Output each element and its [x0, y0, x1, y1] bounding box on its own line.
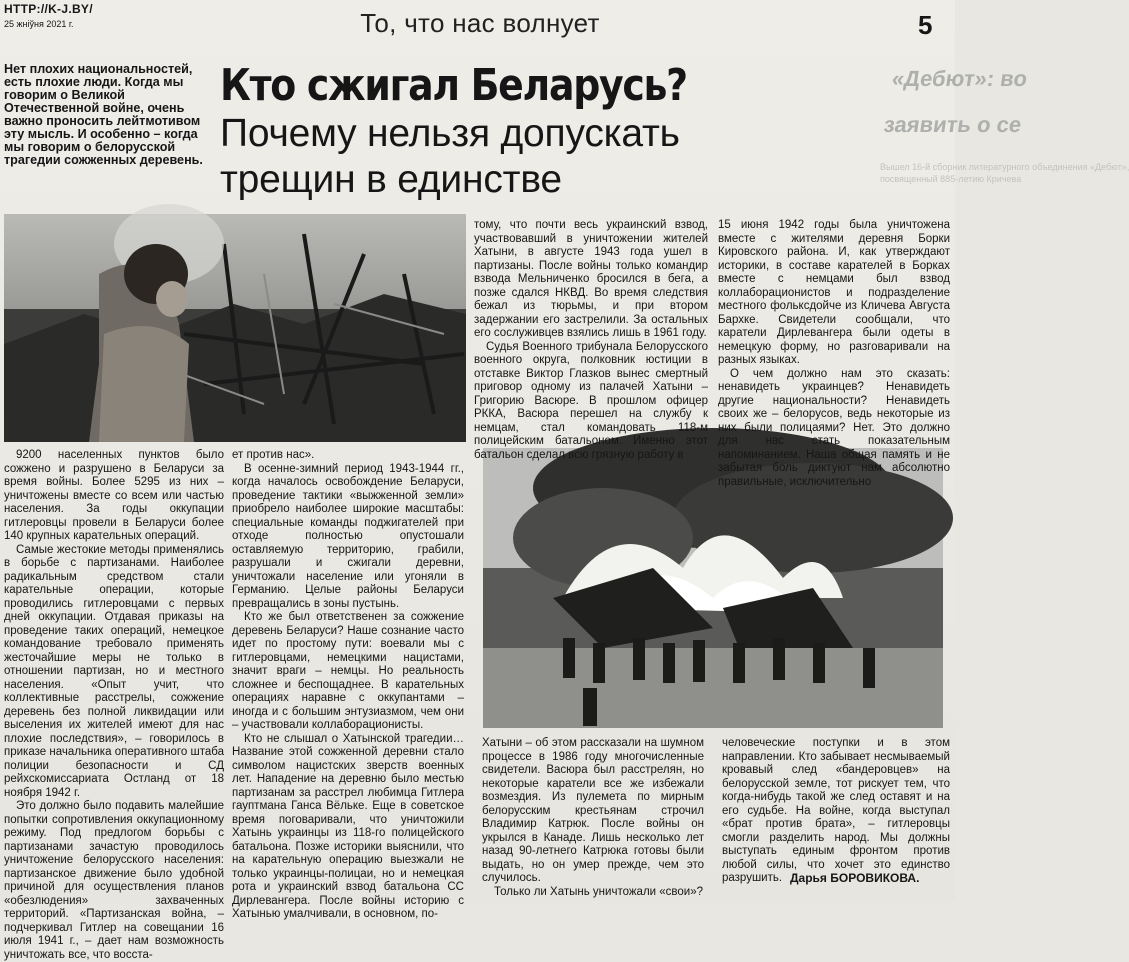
photo-ruins-woman — [4, 214, 466, 442]
paragraph: тому, что почти весь украинский взвод, участвовавший в уничтожении жителей Хатыни, в августе 1943 года ушел в партизаны. После войны только командир взвода Мельниченко бросился в бега, а позже сдался НКВД. Во время следствия бежал из тюрьмы, и при втором задержании его застрелили. За остальных его сослуживцев взялись лишь в 1961 году. — [474, 219, 708, 339]
headline-title: Кто сжигал Беларусь? — [220, 60, 687, 111]
article-column-1 — [4, 449, 224, 962]
author-signature: Дарья БОРОВИКОВА. — [790, 871, 920, 885]
bleed-through-headline-1: «Дебют»: во — [890, 66, 1029, 91]
article-column-4 — [718, 219, 950, 489]
section-rubric: То, что нас волнует — [360, 8, 600, 38]
paragraph: Это должно было подавить малейшие попытки сопротивления оккупационному режиму. Под предлогом борьбы с партизанами зачастую проводилось уничтожение белорусского населения: партизанское движение было удобной причиной для осуществления планов «обезлюдения» захваченных территорий. «Партизанская война, – подчеркивал Гитлер на совещании 16 июля 1941 г., – дает нам возможность уничтожать все, что восста- — [4, 800, 224, 961]
article-column-2 — [232, 449, 464, 922]
paragraph: Судья Военного трибунала Белорусского военного округа, полковник юстиции в отставке Виктор Глазков вынес смертный приговор одному из палачей Хатыни – Григорию Васюре. В прошлом офицер РККА, Васюра перешел на службу к немцам, стал командовать 118-м полицейским батальоном. Именно этот батальон сделал всю грязную работу в — [474, 340, 708, 461]
paragraph: Только ли Хатынь уничтожали «свои»? — [494, 885, 704, 898]
paragraph: Кто же был ответственен за сожжение деревень Беларуси? Наше сознание часто идет по простому пути: воевали мы с гитлеровцами, немецкими нацистами, значит враги – немцы. Но реальность сложнее и беспощаднее. В карательных операциях наравне с оккупантами – иногда и с большим энтузиазмом, чем они – участвовали коллаборационисты. — [232, 611, 464, 731]
bleed-through-text-1: Вышел 16-й сборник литературного объединения «Дебют», — [880, 162, 1129, 172]
paragraph: Самые жестокие методы применялись в борьбе с партизанами. Наиболее радикальным средством стали карательные операции, которые проводились гитлеровцами с первых дней оккупации. Отдавая приказы на проведение таких операций, немецкое командование требовало применять жесточайшие меры не только в отношении партизан, но и местного населения. «Опыт учит, что коллективные расстрелы, сожжение деревень без полной ликвидации или выселения их жителей имеют для нас плохие последствия», – говорилось в приказе начальника оперативного штаба полиции безопасности и СД рейхскомиссариата Остланд от 18 ноября 1942 г. — [4, 543, 224, 799]
paragraph: ет против нас». — [232, 449, 315, 461]
paragraph: Хатыни – об этом рассказали на шумном процессе в 1986 году многочисленные свидетели. Васюра был расстрелян, но некоторые каратели все же избежали возмездия. Из пулемета по мирным белорусским крестьянам строчил Владимир Катрюк. После войны он укрылся в Канаде. Лишь несколько лет назад 90-летнего Катрюка готовы были выдать, но он умер прежде, чем это случилось. — [482, 737, 704, 884]
lead-paragraph: Нет плохих национальностей, есть плохие люди. Когда мы говорим о Великой Отечественной войне, очень важно проносить лейтмотивом эту мысль. И особенно – когда мы говорим о белорусской трагедии сожженных деревень. — [4, 62, 203, 167]
paragraph: 9200 населенных пунктов было сожжено и разрушено в Беларуси за время войны. Более 5295 из них – уничтожены вместе со всем или частью населения. За годы оккупации гитлеровцы провели в Беларуси более 140 крупных карательных операций. — [4, 449, 224, 542]
paragraph: В осенне-зимний период 1943-1944 гг., когда началось освобождение Беларуси, проведение тактики «выжженной земли» приобрело наиболее широкие масштабы: специальные команды поджигателей при отходе полностью опустошали оставляемую территорию, грабили, разрушали и сжигали деревни, уничтожали население или угоняли в Германию. Целые районы Беларуси превращались в зоны пустынь. — [232, 462, 464, 610]
issue-date: 25 жніўня 2021 г. — [4, 19, 74, 29]
paragraph: Кто не слышал о Хатынской трагедии… Название этой сожженной деревни стало символом нацистских зверств военных лет. Нападение на деревню было местью партизанам за расстрел любимца Гитлера гауптмана Ганса Вёльке. Еще в советское время поговаривали, что уничтожили Хатынь украинцы из 118-го полицейского батальона. Позже историки выяснили, что на карательную операцию выезжали не только украинцы-полицаи, но и немецкая рота и украинский взвод батальона СС Дирлевангера. После войны историю с Хатынью умалчивали, в основном, по- — [232, 732, 464, 920]
bleed-through-text-2: посвященный 885-летию Кричева — [880, 174, 1022, 184]
paragraph: О чем должно нам это сказать: ненавидеть украинцев? Ненавидеть другие национальности? Ненавидеть своих же – белорусов, ведь некоторые из них были полицаями? Нет. Это должно для нас стать показательным напоминанием. Наша общая память и не забытая боль диктуют нам абсолютно правильные, исключительно — [718, 367, 950, 488]
headline-subtitle-line2: трещин в единстве — [220, 158, 562, 201]
article-column-3-continued — [482, 737, 704, 899]
photo-ruins-image — [4, 214, 466, 442]
paragraph: 15 июня 1942 годы была уничтожена вместе с жителями деревня Борки Кировского района. И, как утверждают историки, в составе карателей в Борках вместе с немцами был взвод коллаборационистов и подразделение местного фольксдойче из Кличева Августа Бархке. Свидетели сообщали, что каратели Дирлевангера были одеты в немецкую форму, но разговаривали на разных языках. — [718, 219, 950, 366]
bleed-through-headline-2: заявить о се — [882, 112, 1024, 137]
site-url: HTTP://K-J.BY/ — [4, 2, 93, 16]
article-column-4-continued — [722, 737, 950, 886]
headline-subtitle-line1: Почему нельзя допускать — [220, 112, 680, 155]
photo-fire-image — [483, 448, 943, 728]
article-column-3 — [474, 219, 708, 462]
photo-burning-village — [483, 448, 943, 728]
page-number: 5 — [918, 10, 933, 40]
paragraph: человеческие поступки и в этом направлении. Кто забывает несмываемый кровавый след «бандеровцев» на белорусской земле, тот рискует тем, что когда-нибудь такой же след оставят и на его судьбе. На войне, когда выступал «брат против брата», – гитлеровцы смогли разделить народ. Мы должны выступать единым фронтом против любой силы, что хочет это единство разрушить. — [722, 737, 950, 884]
